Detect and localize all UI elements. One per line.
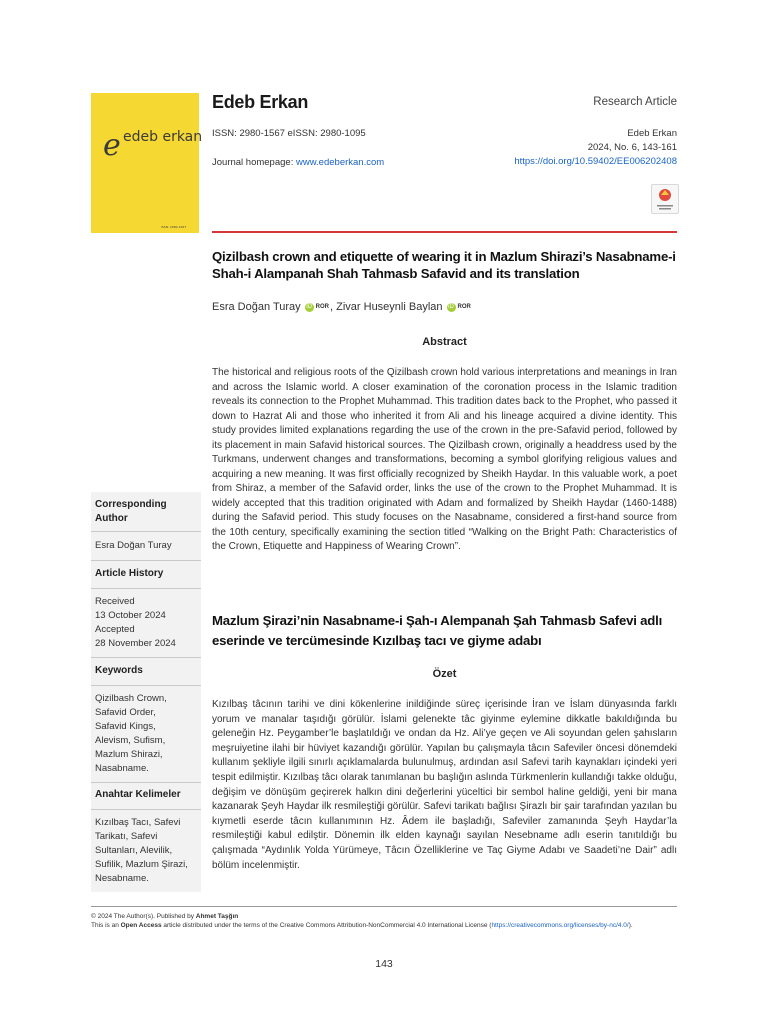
copyright-prefix: © 2024 The Author(s). Published by (91, 913, 196, 920)
orcid-icon[interactable]: iD (448, 303, 454, 310)
homepage-label: Journal homepage: (212, 157, 296, 168)
journal-logo (97, 119, 203, 169)
sidebar-divider (91, 685, 201, 686)
journal-title: Edeb Erkan (212, 92, 309, 112)
sidebar-divider (91, 531, 201, 532)
corresponding-name: Esra Doğan Turay (95, 540, 172, 551)
sidebar-divider (91, 588, 201, 589)
history-heading: Article History (95, 568, 164, 579)
article-sidebar (91, 492, 201, 892)
author-list: Esra Doğan Turay iD ROR, Zivar Huseynli Baylan iD ROR (212, 301, 471, 313)
running-journal: Edeb Erkan (627, 128, 677, 139)
keywords-heading: Keywords (95, 665, 143, 676)
ozet-heading: Özet (432, 668, 457, 680)
cover-issn: ISSN: 2980-1567 (161, 225, 187, 229)
cover-logo-text: edeb erkan (123, 129, 203, 145)
doi (514, 156, 677, 167)
article-type: Research Article (593, 96, 677, 108)
abstract-text: The historical and religious roots of the Qizilbash crown hold various interpretations and meanings in Iran and across the Islamic world. A closer examination of the coronation process in the Islamic tradition reveals its connection to the Prophet Muhammad. This tradition dates back to the Prophet, who passed it down to Hazrat Ali and those who inherited it from Ali and his lineage acquired a divine identity. This study provides limited explanations regarding the use of the crown in the pre-Safavid period, followed by its placement in main Safavid historical sources. The Qizilbash crown, originally a headdress used by the Turkmans, underwent changes and transformations, becoming a symbol glorifying religious values and acquiring a new meaning. It was first officially recognized by Sheikh Haydar. In this valuable work, a poet from Shiraz, a member of the Safavid order, links the use of the crown to the Prophet Muhammad. It is widely accepted that this tradition originated with Adam and formalized by Sheikh Haydar (1460-1488) during the Safavid period. This study focuses on the Nasabname, considered a first-hand source from the 10th century, specifically examining the section titled “Walking on the Bright Path: Characteristics of the Crown, Etiquette and Happiness of Wearing Crown”. (212, 367, 677, 552)
received-date: 13 October 2024 (95, 610, 166, 621)
license-suffix: ). (628, 922, 633, 929)
volume-info: 2024, No. 6, 143-161 (587, 142, 677, 153)
doi-link[interactable]: https://doi.org/10.59402/EE006202408 (514, 156, 677, 167)
tr-keywords-heading: Anahtar Kelimeler (95, 789, 181, 800)
sidebar-divider (91, 782, 201, 783)
ozet-text: Kızılbaş tâcının tarihi ve dini kökenlerine inildiğinde süreç içerisinde İran ve İslam dünyasında farklı yorum ve manalar taşıdığı görülür. İslami gelenekte tâc giyinme eylemine dikkatle bakıldığında bu geleneğin Hz. Peygamber’le başlatıldığı ve ondan da Hz. Ali’ye geçen ve Ali soyundan gelen şahısların meşruiyetine ilahi bir hüviyet kazandığı görülür. Yapılan bu çalışmayla tâcın Safeviler öncesi dönemdeki kullanım şekliyle ilgili sınırlı açıklamalarda bulunulmuş, ardından asıl Safevi tarih kaynakları içindeki yeri tespit edilmiştir. Kızılbaş tâcı olarak tanımlanan bu başlığın aslında Türkmenlerin kullandığı takke olduğu, değişim ve dönüşüm geçirerek halkın dini değerlerini yüceltici bir sembol haline geldiği, yeni bir mana kazanarak Şeyh Haydar ilk resmileştiği görülür. Safevi tarikatı bağlısı Şirazlı bir şair tarafından yazılan bu kıymetli eserde tâcın kullanımının Hz. Âdem ile başladığı, Safeviler zamanında Şeyh Haydar’la resmileştiği kabul edilştir. Dönemin ilk elden kaynağı sayılan Nesebname adlı eserin tanıtıldığı bu çalışmada “Aydınlık Yolda Yürümeye, Tâcın Özelliklerine ve Taç Giyme Adabı ve Saadeti’ne Dair” adlı bölüm incelenmiştir. (212, 699, 677, 871)
publisher: Ahmet Taşğın (195, 913, 239, 920)
orcid-icon[interactable]: iD (306, 303, 312, 310)
accepted-label: Accepted (95, 624, 135, 635)
open-access-label: Open Access (120, 922, 162, 929)
sidebar-divider (91, 809, 201, 810)
author-2: Zivar Huseynli Baylan (336, 301, 443, 313)
copyright-line (91, 913, 238, 920)
page-number: 143 (375, 958, 393, 970)
issn: ISSN: 2980-1567 eISSN: 2980-1095 (212, 128, 366, 139)
turkish-title: Mazlum Şirazi’nin Nasabname-i Şah-ı Alempanah Şah Tahmasb Safevi adlı eserinde ve tercümesinde Kızılbaş tacı ve giyme adabı (212, 613, 663, 648)
svg-text:e: e (103, 128, 121, 163)
author-1: Esra Doğan Turay (212, 301, 301, 313)
footer-divider (91, 906, 677, 907)
crossmark-icon[interactable] (651, 184, 679, 214)
abstract-heading: Abstract (422, 336, 467, 348)
accepted-date: 28 November 2024 (95, 638, 176, 649)
homepage-link[interactable]: www.edeberkan.com (295, 157, 385, 168)
sidebar-divider (91, 657, 201, 658)
journal-homepage (212, 157, 384, 168)
license-prefix: This is an (91, 922, 121, 929)
header-divider (212, 231, 677, 233)
ror-icon[interactable]: ROR (457, 304, 471, 311)
sidebar-divider (91, 560, 201, 561)
tr-keywords-list: Kızılbaş Tacı, Safevi Tarikatı, Safevi Sultanları, Alevilik, Sufilik, Mazlum Şirazi, Nesabname. (95, 817, 188, 884)
journal-cover (91, 93, 203, 233)
paper-title: Qizilbash crown and etiquette of wearing it in Mazlum Shirazi’s Nasabname-i Shah-i Alampanah Shah Tahmasb Safavid and its translation (212, 249, 676, 281)
corresponding-heading: Corresponding Author (95, 499, 167, 524)
license-link[interactable]: https://creativecommons.org/licenses/by-nc/4.0/ (491, 922, 629, 929)
received-label: Received (95, 596, 135, 607)
keywords-list: Qizilbash Crown, Safavid Order, Safavid Kings, Alevism, Sufism, Mazlum Shirazi, Nasabname. (95, 693, 167, 774)
license-text: article distributed under the terms of the Creative Commons Attribution-NonCommercial 4.0 International License ( (161, 922, 492, 929)
ror-icon[interactable]: ROR (315, 304, 329, 311)
license-line (91, 922, 633, 929)
